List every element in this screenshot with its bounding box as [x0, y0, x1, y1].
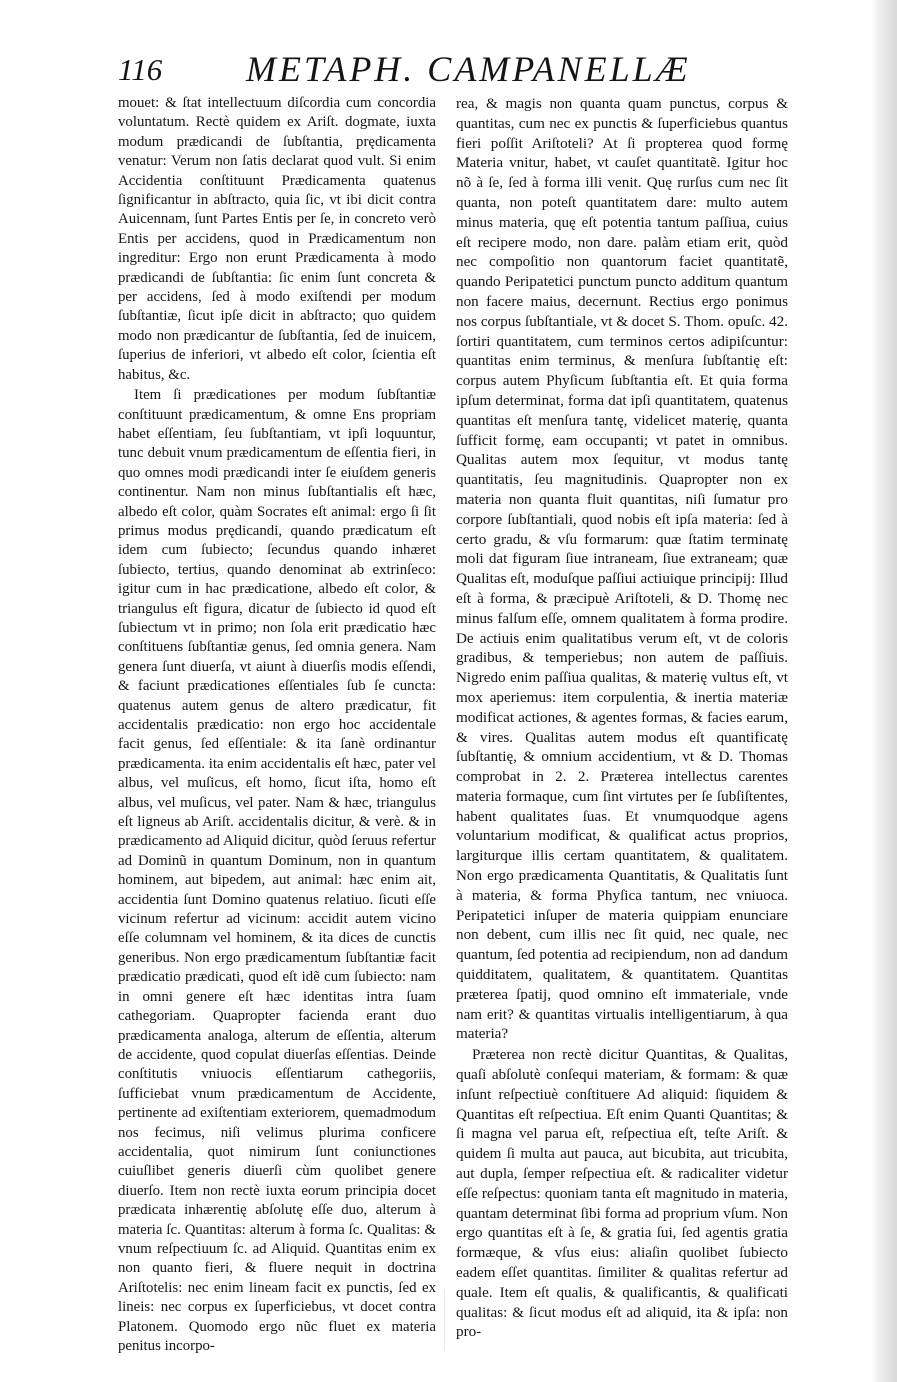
paragraph: Item ſi prædicationes per modum ſubſtantiæ conſtituunt prædicamentum, & omne Ens propriam habet eſſentiam, ſeu ſubſtantiam, vt ipſi loquuntur, tunc debuit vnum prædicamentum de eſſentia fieri, in quo omnes modi prædicandi inter ſe eiuſdem generis continentur. Nam non minus ſubſtantialis eſt hæc, albedo eſt color, quàm Socrates eſt animal: ergo ſi ſit primus modus prędicandi, quando prædicatum eſt idem cum ſubiecto; ſecundus quando inhæret ſubiecto, tertius, quando denominat ab extrinſeco: igitur cum in hac prædicatione, albedo eſt color, & triangulus eſt figura, dicatur de ſubiecto id quod eſt ſubiectum vt in primo; non ſola erit prædicatio hæc conſtituens ſubſtantiæ genus, ſed omnia genera. Nam genera ſunt diuerſa, vt aiunt à diuerſis modis eſſendi, & faciunt prædicationes eſſentiales ſub ſe cuncta: quatenus autem genus de altero prædicatur, fit accidentalis prædicatio: non ergo hoc accidentale facit genus, ſed eſſentiale: & ita ſanè ordinantur prædicamenta. ita enim accidentalis eſt hæc, pater vel albus, vel muſicus, eſt homo, ſicut iſta, homo eſt albus, vel muſicus, vel pater. Nam & hæc, triangulus eſt ligneus ab Ariſt. accidentalis dicitur, & verè. & in prædicamento ad Aliquid dicitur, quòd ſeruus refertur ad Dominũ in quantum Dominum, non in quantum hominem, aut bipedem, aut animal: hæc enim ait, accidentia ſunt Domino quatenus relatiuo. ſicuti eſſe vicinum refertur ad vicinum: accidit autem vicino eſſe columnam vel hominem, & ita dices de cunctis generibus. Non ergo prædicamentum ſubſtantiæ facit prædicatio prædicati, quod eſt idẽ cum ſubiecto: nam in omni genere eſt hæc identitas intra ſuam cathegoriam. Quapropter facienda erant duo prædicamenta analoga, alterum de eſſentia, alterum de accidente, quod copulat diuerſas eſſentias. Deinde conſtitutis vniuocis eſſentiarum cathegoriis, ſufficiebat vnum prædicamentum de Accidente, pertinente ad exiſtentiam exteriorem, quemadmodum nos fecimus, niſi velimus plurima conficere accidentalia, quot nimirum ſunt coniunctiones cuiuſlibet generis diuerſi cùm quolibet genere diuerſo. Item non rectè iuxta eorum principia docet prædicata inhærentię abſolutę eſſe duo, alterum à materia ſc. Quantitas: alterum à forma ſc. Qualitas: & vnum reſpectiuum ſc. ad Aliquid. Quantitas enim ex non quanto fieri, & fluere nequit in doctrina Ariſtotelis: nec enim lineam facit ex punctis, ſed ex lineis: nec corpus ex ſuperficiebus, vt docet contra Platonem. Quomodo ergo nũc fluet ex materia penitus incorpo-: [118, 387, 436, 1354]
right-column: [456, 94, 788, 1342]
paragraph: Præterea non rectè dicitur Quantitas, & Qualitas, quaſi abſolutè conſequi materiam, & formam: & quæ inſunt reſpectiuè conſtituere Ad aliquid: ſiquidem & Quantitas eſt reſpectiua. Eſt enim Quanti Quantitas; & ſi magna vel parua eſt, reſpectiua eſt, teſte Ariſt. & quidem ſi multa aut pauca, aut bicubita, aut tricubita, aut dupla, ſemper reſpectiua eſt. & radicaliter videtur eſſe reſpectus: quoniam tanta eſt magnitudo in materia, quantam determinat ſibi forma ad proprium vſum. Non ergo quantitas eſt à ſe, & gratia ſui, ſed agentis gratia formæque, & vſus eius: aliaſin quolibet ſubiecto eadem eſſet quantitas. ſimiliter & qualitas refertur ad quale. Item eſt qualis, & qualificantis, & qualificati qualitas: & ſicut modus eſt ad aliquid, ita & ipſa: non pro-: [456, 1046, 788, 1341]
left-column: [118, 94, 436, 1356]
page-header: [118, 48, 818, 94]
paragraph: mouet: & ſtat intellectuum diſcordia cum concordia voluntatum. Rectè quidem ex Ariſt. dogmate, iuxta modum prædicandi de ſubſtantia, prędicamenta venatur: Verum non ſatis declarat quod vult. Si enim Accidentia conſtituunt Prædicamenta quatenus ſignificantur in abſtracto, quia ſic, vt ibi dicit contra Auicennam, ſunt Partes Entis per ſe, in concreto verò Entis per accidens, quod in Prædicamentum non ingreditur: Ergo non erunt Prædicamenta à modo prædicandi de ſubſtantia: ſic enim ſunt concreta & per accidens, ſed à modo exiſtendi per modum ſubſtantiæ, ſicut ipſe dicit in abſtracto; quo quidem modo non prædicantur de ſubſtantia, ſed de inuicem, ſuperius de inferiori, vt albedo eſt color, ſcientia eſt habitus, &c.: [118, 95, 436, 383]
scan-edge-shadow: [871, 0, 897, 1382]
paragraph: rea, & magis non quanta quam punctus, corpus & quantitas, cum nec ex punctis & ſuperficiebus quantus fieri poſſit Ariſtoteli? At ſi propterea quod formę Materia vnitur, habet, vt cauſet quantitatẽ. Igitur hoc nõ à ſe, ſed à forma illi venit. Quę rurſus cum nec ſit quanta, non poteſt quantitatem dare: multo autem minus materia, quę eſt potentia tantum paſſiua, cuius eſt recipere modo, non dare. palàm etiam erit, quòd nec compoſitio non quantorum faciet quantitatẽ, quando Peripatetici punctum puncto additum quantum non facere maius, decernunt. Rectius ergo ponimus nos corpus ſubſtantiale, vt & docet S. Thom. opuſc. 42. ſortiri quantitatem, cum terminos certos adipiſcuntur: quantitas enim terminus, & menſura ſubſtantię eſt: corpus autem Phyſicum ſubſtantia eſt. Et quia forma ipſum determinat, forma dat ipſi quantitatem, quatenus quantitas eſt menſura tantę, videlicet materię, quanta ſufficit formę, eam occupanti; vt patet in omnibus. Qualitas autem mox ſequitur, vt modus tantę quantitatis, ſeu magnitudinis. Quapropter non ex materia non quanta fluit quantitas, niſi ſumatur pro corpore ſubſtantiali, quod nobis eſt ipſa materia: ſed à certo gradu, & vſu formarum: quæ ſtatim terminatę moli dat figuram ſiue intraneam, ſiue extraneam; quæ Qualitas eſt, moduſque paſſiui actiuique principij: Illud eſt à forma, & præcipuè Ariſtoteli, & D. Thomę nec minus falſum eſſe, omnem qualitatem à forma prodire. De actiuis enim qualitatibus verum eſt, vt de coloris gradibus, & temperiebus; non autem de paſſiuis. Nigredo enim paſſiua qualitas, & materię vultus eſt, vt mox aperiemus: item corpulentia, & inertia materiæ modificat actiones, & agentes formas, & facies earum, & vires. Qualitas autem modus eſt quantificatę ſubſtantię, & omnium accidentium, vt & D. Thomas comprobat in 2. 2. Præterea intellectus carentes materia formaque, cum ſint virtutes per ſe ſubſiſtentes, habent qualitates ſuas. Et vnumquodque agens voluntarium modificat, & qualificat actus proprios, largiturque illis certam quantitatem, & qualitatem. Non ergo prædicamenta Quantitatis, & Qualitatis ſunt à materia, & forma Phyſica tantum, nec vniuoca. Peripatetici inſuper de materia quippiam enunciare non debent, cum illis nec ſit quid, nec quale, nec quantum, ſed potentia ad recipiendum, non ad dandum quidditatem, qualitatem, & quantitatem. Quantitas præterea ſpatij, quod omnino eſt immateriale, vnde nam erit? & quantitas virtualis intelligentiarum, à qua materia?: [456, 95, 788, 1043]
running-title: METAPH. CAMPANELLÆ: [246, 49, 691, 89]
paper-crease: [444, 1290, 445, 1350]
page-number: 116: [118, 52, 163, 87]
